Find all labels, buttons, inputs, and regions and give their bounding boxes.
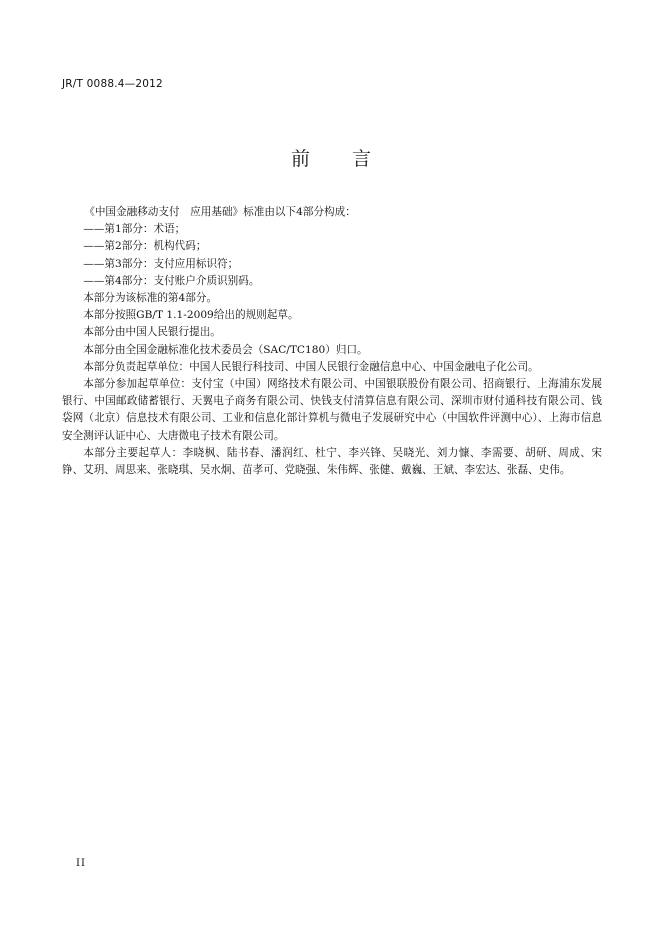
title-char-2: 言 <box>352 148 372 170</box>
paragraph-intro: 《中国金融移动支付 应用基础》标准由以下4部分构成： <box>84 206 356 218</box>
paragraph-drafting-rules: 本部分按照GB/T 1.1-2009给出的规则起草。 <box>83 309 299 322</box>
paragraph-proposer: 本部分由中国人民银行提出。 <box>83 326 221 339</box>
list-item-part-4: ——第4部分：支付账户介质识别码。 <box>83 274 260 287</box>
paragraph-part-statement: 本部分为该标准的第4部分。 <box>83 292 218 305</box>
document-body <box>62 204 602 479</box>
paragraph-lead-units: 本部分负责起草单位：中国人民银行科技司、中国人民银行金融信息中心、中国金融电子化公司。 <box>83 360 539 373</box>
paragraph-management: 本部分由全国金融标准化技术委员会（SAC/TC180）归口。 <box>83 343 368 356</box>
title-char-1: 前 <box>290 148 310 170</box>
list-item-part-2: ——第2部分：机构代码； <box>83 240 207 253</box>
page-number: II <box>76 858 86 869</box>
list-item-part-3: ——第3部分：支付应用标识符； <box>83 257 239 270</box>
page-title <box>0 144 662 171</box>
paragraph-participating-units: 本部分参加起草单位：支付宝（中国）网络技术有限公司、中国银联股份有限公司、招商银行、上海浦东发展银行、中国邮政储蓄银行、天翼电子商务有限公司、快钱支付清算信息有限公司、深圳市财付通科技有限公司、钱袋网（北京）信息技术有限公司、工业和信息化部计算机与微电子发展研究中心（中国软件评测中心）、上海市信息安全测评认证中心、大唐微电子技术有限公司。 <box>62 378 602 442</box>
paragraph-main-drafters: 本部分主要起草人：李晓枫、陆书春、潘润红、杜宁、李兴锋、吴晓光、刘力慷、李需要、胡研、周成、宋铮、艾玥、周思来、张晓琪、吴水炯、苗孝可、党晓强、朱伟辉、张健、戴巍、王斌、李宏达、张磊、史伟。 <box>62 446 602 477</box>
list-item-part-1: ——第1部分：术语； <box>83 223 186 236</box>
standard-code: JR/T 0088.4—2012 <box>62 78 163 90</box>
